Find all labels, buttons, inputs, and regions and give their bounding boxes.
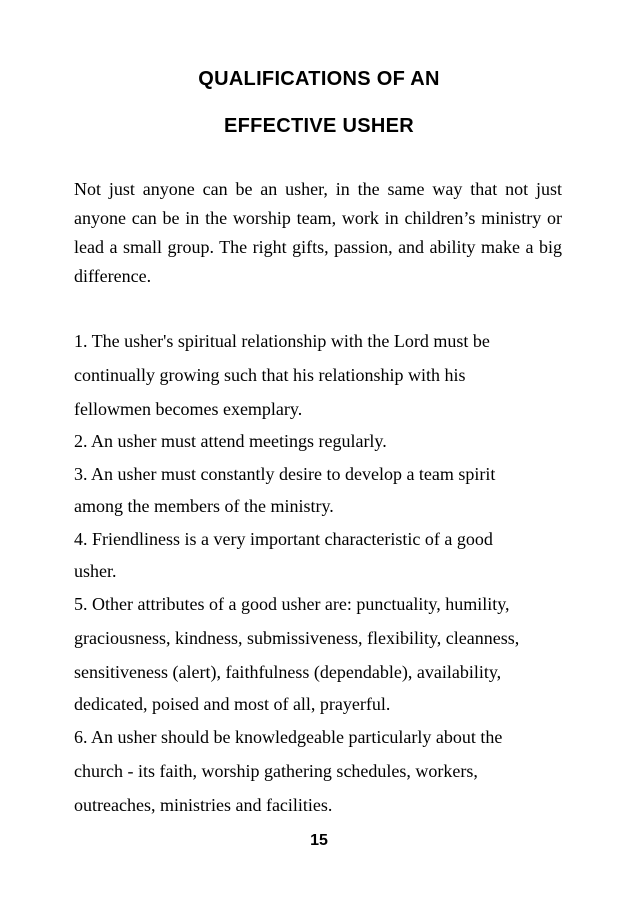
list-line: 1. The usher's spiritual relationship with the Lord must be bbox=[74, 331, 490, 351]
list-line: 3. An usher must constantly desire to develop a team spirit bbox=[74, 464, 496, 484]
list-line: outreaches, ministries and facilities. bbox=[74, 795, 333, 815]
page-title-line-1: QUALIFICATIONS OF AN bbox=[198, 68, 440, 90]
page-title-line-2: EFFECTIVE USHER bbox=[223, 115, 415, 137]
list-line: graciousness, kindness, submissiveness, flexibility, cleanness, bbox=[74, 628, 520, 648]
qualifications-list bbox=[74, 324, 574, 822]
list-line: fellowmen becomes exemplary. bbox=[74, 399, 303, 419]
list-line: usher. bbox=[74, 561, 117, 581]
list-line: 6. An usher should be knowledgeable particularly about the bbox=[74, 727, 503, 747]
list-line: 5. Other attributes of a good usher are: punctuality, humility, bbox=[74, 594, 510, 614]
list-line: church - its faith, worship gathering schedules, workers, bbox=[74, 761, 478, 781]
list-line: sensitiveness (alert), faithfulness (dependable), availability, bbox=[74, 662, 502, 682]
intro-paragraph: Not just anyone can be an usher, in the same way that not just anyone can be in the worship team, work in children’s ministry or lead a small group. The right gifts, passion, and ability make a big difference. bbox=[74, 179, 562, 286]
page-number: 15 bbox=[310, 832, 328, 849]
list-line: 2. An usher must attend meetings regularly. bbox=[74, 431, 387, 451]
list-line: dedicated, poised and most of all, prayerful. bbox=[74, 694, 391, 714]
list-line: continually growing such that his relationship with his bbox=[74, 365, 466, 385]
list-line: 4. Friendliness is a very important characteristic of a good bbox=[74, 529, 493, 549]
list-line: among the members of the ministry. bbox=[74, 496, 334, 516]
